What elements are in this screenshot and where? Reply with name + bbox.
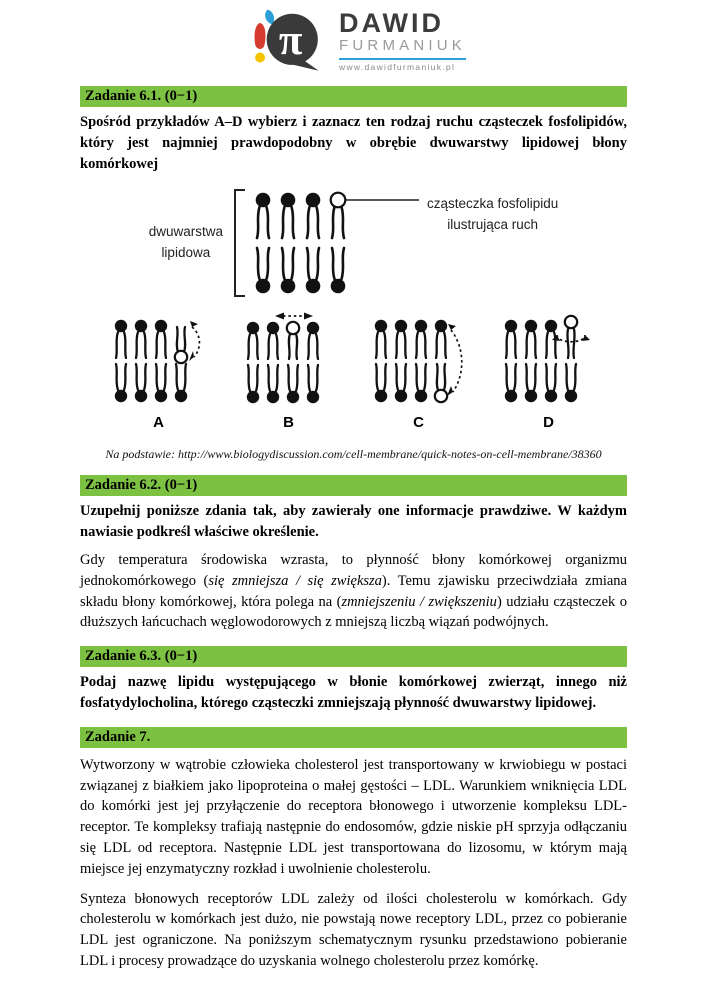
worksheet-content: [80, 86, 627, 972]
figure-source: Na podstawie: http://www.biologydiscussion.com/cell-membrane/quick-notes-on-cell-membrane/38360: [105, 447, 602, 462]
bilayer-diagram-icon: [229, 186, 421, 300]
option-a-label: A: [153, 414, 164, 432]
movement-option-d: [499, 312, 599, 431]
white-head-phospholipid: [331, 193, 346, 208]
flip-flop-arrow: [451, 330, 462, 392]
choice-2: zmniejszeniu / zwiększeniu: [341, 593, 497, 610]
option-d-diagram-icon: [499, 312, 599, 408]
choice-1: się zmniejsza / się zwiększa: [208, 572, 382, 589]
task-6-1-prompt: Spośród przykładów A–D wybierz i zaznacz ten rodzaj ruchu cząsteczek fosfolipidów, który jest najmniej prawdopodobny w obrębie dwuwarstwy lipidowej błony komórkowej: [80, 114, 627, 172]
task-6-3-prompt: Podaj nazwę lipidu występującego w błonie komórkowej zwierząt, innego niż fosfatydylocholina, którego cząsteczki zmniejszają płynność dwuwarstwy lipidowej.: [80, 674, 627, 711]
option-c-label: C: [413, 414, 424, 432]
movement-option-a: [109, 312, 209, 431]
logo-subtitle: FURMANIUK: [339, 36, 466, 54]
pi-glyph: π: [278, 17, 303, 65]
bracket: [235, 190, 245, 296]
phospholipid-callout-label: cząsteczka fosfolipidu ilustrująca ruch: [426, 196, 559, 233]
task-6-2-header: Zadanie 6.2. (0−1): [80, 475, 627, 496]
logo: [0, 0, 707, 74]
task-6-1-header: Zadanie 6.1. (0−1): [80, 86, 627, 107]
option-c-diagram-icon: [369, 312, 469, 408]
option-b-diagram-icon: [239, 312, 339, 408]
movement-options-figure: [80, 312, 627, 431]
movement-option-c: [369, 312, 469, 431]
task-6-2-prompt: Uzupełnij poniższe zdania tak, aby zawierały one informacje prawdziwe. W każdym nawiasie podkreśl właściwe określenie.: [80, 503, 627, 541]
logo-title: DAWID: [339, 7, 445, 38]
task-6-3-header: Zadanie 6.3. (0−1): [80, 646, 627, 667]
task-6-2-body: Gdy temperatura środowiska wzrasta, to płynność błony komórkowej organizmu jednokomórkowego (się zmniejsza / się zwiększa). Temu zjawisku przeciwdziała zmiana składu błony komórkowej, która polega na (zmniejszeniu / zwiększeniu) udziału cząsteczek o dłuższych łańcuchach węglowodorowych z mniejszą liczbą wiązań podwójnych.: [80, 551, 628, 631]
task-7-header: Zadanie 7.: [80, 727, 627, 748]
task-7-para-2: Synteza błonowych receptorów LDL zależy od ilości cholesterolu w komórkach. Gdy cholesterolu w komórkach jest dużo, nie powstają nowe receptory LDL, przez co pobieranie LDL jest ograniczone. Na poniższym schematycznym rysunku przedstawiono pobieranie LDL i procesy prowadzące do uzyskania wolnego cholesterolu przez komórkę.: [80, 890, 627, 969]
task-7-para-1: Wytworzony w wątrobie człowieka cholesterol jest transportowany w krwiobiegu w postaci związanej z białkiem jako lipoproteina o małej gęstości – LDL. Warunkiem wniknięcia LDL do komórki jest jej przyłączenie do receptora błonowego i utworzenie kompleksu LDL-receptor. Te kompleksy trafiają następnie do endosomów, gdzie niskie pH sprzyja odłączaniu się LDL od receptora. Następnie LDL jest transportowana do lizosomu, w którym mają miejsce jej enzymatyczny rozkład i uwolnienie cholesterolu.: [80, 756, 627, 877]
logo-pi-icon: [241, 8, 327, 74]
rotation-arrow: [557, 335, 585, 342]
option-a-diagram-icon: [109, 312, 209, 408]
movement-option-b: [239, 312, 339, 431]
option-b-label: B: [283, 414, 294, 432]
logo-website: www.dawidfurmaniuk.pl: [339, 58, 466, 72]
bilayer-label: dwuwarstwa lipidowa: [148, 224, 223, 261]
bilayer-figure: [80, 186, 627, 300]
option-d-label: D: [543, 414, 554, 432]
